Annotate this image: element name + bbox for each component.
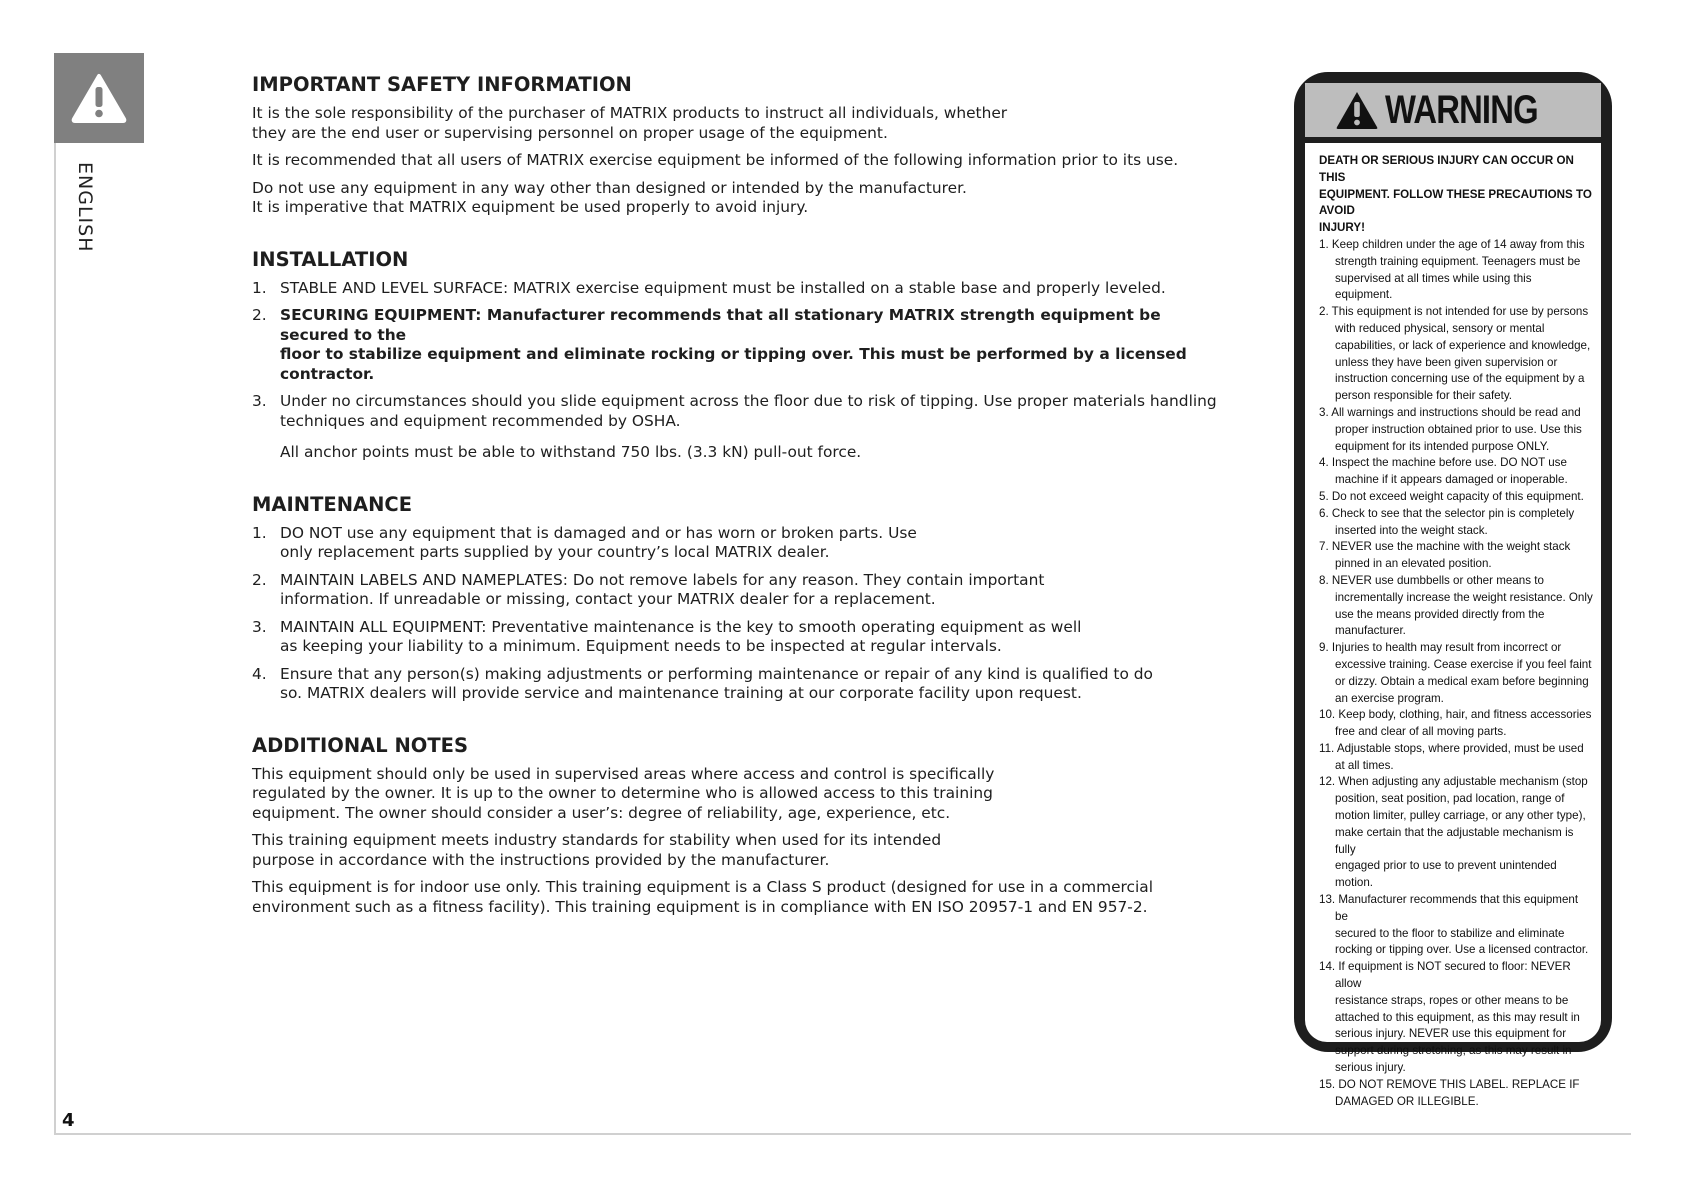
anchor-note: All anchor points must be able to withstand 750 lbs. (3.3 kN) pull-out force. — [280, 443, 862, 461]
item-number: 3. — [252, 392, 267, 410]
section-heading: ADDITIONAL NOTES — [252, 733, 469, 757]
item-text: MAINTAIN ALL EQUIPMENT: Preventative maintenance is the key to smooth operating equipment as well as keeping your liability to a minimum. Equipment needs to be inspected at regular intervals. — [280, 617, 1082, 655]
installation-list — [252, 279, 1227, 432]
warning-item: 15. DO NOT REMOVE THIS LABEL. REPLACE IF DAMAGED OR ILLEGIBLE. — [1319, 1077, 1580, 1108]
item-text: Under no circumstances should you slide equipment across the floor due to risk of tipping. Use proper materials handling techniques and equipment recommended by OSHA. — [280, 392, 1217, 430]
item-number: 1. — [252, 523, 267, 542]
notes-section — [252, 733, 1227, 918]
warning-item: 9. Injuries to health may result from incorrect or excessive training. Cease exercise if you feel faint or dizzy. Obtain a medical exam before beginning an exercise program. — [1319, 641, 1592, 705]
warning-item: 7. NEVER use the machine with the weight stack pinned in an elevated position. — [1319, 540, 1571, 571]
item-number: 1. — [252, 278, 267, 297]
item-number: 2. — [252, 570, 267, 589]
list-item — [252, 279, 1227, 299]
list-item — [252, 524, 1227, 563]
warning-item: 3. All warnings and instructions should be read and proper instruction obtained prior to use. Use this equipment for its intended purpose ONLY. — [1319, 405, 1582, 453]
item-number: 3. — [252, 617, 267, 636]
installation-section — [252, 247, 1227, 463]
warning-lead: DEATH OR SERIOUS INJURY CAN OCCUR ON THIS EQUIPMENT. FOLLOW THESE PRECAUTIONS TO AVOID INJURY! — [1319, 154, 1592, 235]
warning-title: WARNING — [1384, 87, 1538, 132]
side-divider — [54, 143, 56, 1135]
item-text: MAINTAIN LABELS AND NAMEPLATES: Do not remove labels for any reason. They contain important information. If unreadable or missing, contact your MATRIX dealer for a replacement. — [280, 570, 1045, 608]
warning-header — [1305, 83, 1601, 143]
section-heading: INSTALLATION — [252, 247, 409, 271]
warning-item: 13. Manufacturer recommends that this equipment be secured to the floor to stabilize and eliminate rocking or tipping over. Use a licensed contractor. — [1319, 893, 1589, 957]
paragraph: It is recommended that all users of MATRIX exercise equipment be informed of the following information prior to its use. — [252, 151, 1179, 169]
list-item — [252, 665, 1227, 704]
warning-item: 11. Adjustable stops, where provided, must be used at all times. — [1319, 741, 1584, 772]
warning-item: 4. Inspect the machine before use. DO NOT use machine if it appears damaged or inoperable. — [1319, 456, 1568, 487]
warning-label — [1305, 83, 1601, 1108]
paragraph: It is the sole responsibility of the purchaser of MATRIX products to instruct all individuals, whether they are the end user or supervising personnel on proper usage of the equipment. — [252, 104, 1008, 142]
list-item — [252, 618, 1227, 657]
page-number: 4 — [62, 1110, 75, 1131]
paragraph: This training equipment meets industry standards for stability when used for its intended purpose in accordance with the instructions provided by the manufacturer. — [252, 831, 942, 869]
section-heading: IMPORTANT SAFETY INFORMATION — [252, 73, 632, 96]
paragraph: This equipment should only be used in supervised areas where access and control is specifically regulated by the owner. It is up to the owner to determine who is allowed access to this training equipment. The owner should consider a user’s: degree of reliability, age, experience, etc. — [252, 764, 995, 822]
item-text: SECURING EQUIPMENT: Manufacturer recommends that all stationary MATRIX strength equipment be secured to the floor to stabilize equipment and eliminate rocking or tipping over. This must be performed by a licensed contractor. — [280, 306, 1187, 383]
item-text: STABLE AND LEVEL SURFACE: MATRIX exercise equipment must be installed on a stable base and properly leveled. — [280, 278, 1166, 297]
warning-item: 8. NEVER use dumbbells or other means to incrementally increase the weight resistance. Only use the means provided directly from the manufacturer. — [1319, 573, 1593, 638]
warning-item: 6. Check to see that the selector pin is completely inserted into the weight stack. — [1319, 506, 1575, 537]
main-content — [252, 72, 1227, 946]
maintenance-list — [252, 524, 1227, 704]
item-number: 4. — [252, 664, 267, 683]
language-label: ENGLISH — [74, 162, 96, 253]
footer-divider — [54, 1133, 1631, 1135]
list-item — [252, 392, 1227, 431]
item-text: Ensure that any person(s) making adjustments or performing maintenance or repair of any kind is qualified to do so. MATRIX dealers will provide service and maintenance training at our corporate facility upon request. — [280, 664, 1153, 702]
warning-body — [1305, 143, 1601, 1110]
list-item — [252, 306, 1227, 384]
warning-item: 2. This equipment is not intended for use by persons with reduced physical, sensory or mental capabilities, or lack of experience and knowledge, unless they have been given supervision or instruction concerning use of the equipment by a person responsible for their safety. — [1319, 305, 1591, 403]
item-number: 2. — [252, 306, 267, 324]
side-tab — [54, 53, 144, 143]
item-text: DO NOT use any equipment that is damaged and or has worn or broken parts. Use only replacement parts supplied by your country’s local MATRIX dealer. — [280, 523, 917, 561]
list-item — [252, 571, 1227, 610]
warning-triangle-icon — [71, 73, 127, 123]
warning-item: 12. When adjusting any adjustable mechanism (stop position, seat position, pad location, range of motion limiter, pulley carriage, or any other type), make certain that the adjustable mechanism is fully engaged prior to use to prevent unintended motion. — [1319, 775, 1588, 890]
warning-triangle-icon — [1335, 90, 1379, 130]
paragraph: Do not use any equipment in any way other than designed or intended by the manufacturer. It is imperative that MATRIX equipment be used properly to avoid injury. — [252, 178, 967, 216]
warning-item: 14. If equipment is NOT secured to floor: NEVER allow resistance straps, ropes or other means to be attached to this equipment, as this may result in serious injury. NEVER use this equipment for support during stretching, as this may result in serious injury. — [1319, 960, 1580, 1075]
warning-list — [1319, 237, 1593, 1110]
section-heading: MAINTENANCE — [252, 492, 413, 516]
maintenance-section — [252, 492, 1227, 704]
paragraph: This equipment is for indoor use only. This training equipment is a Class S product (designed for use in a commercial environment such as a fitness facility). This training equipment is in compliance with EN ISO 20957-1 and EN 957-2. — [252, 878, 1153, 916]
warning-item: 1. Keep children under the age of 14 away from this strength training equipment. Teenagers must be supervised at all times while using this equipment. — [1319, 237, 1585, 302]
safety-section — [252, 72, 1227, 218]
warning-item: 10. Keep body, clothing, hair, and fitness accessories free and clear of all moving parts. — [1319, 708, 1592, 739]
warning-item: 5. Do not exceed weight capacity of this equipment. — [1319, 489, 1584, 503]
